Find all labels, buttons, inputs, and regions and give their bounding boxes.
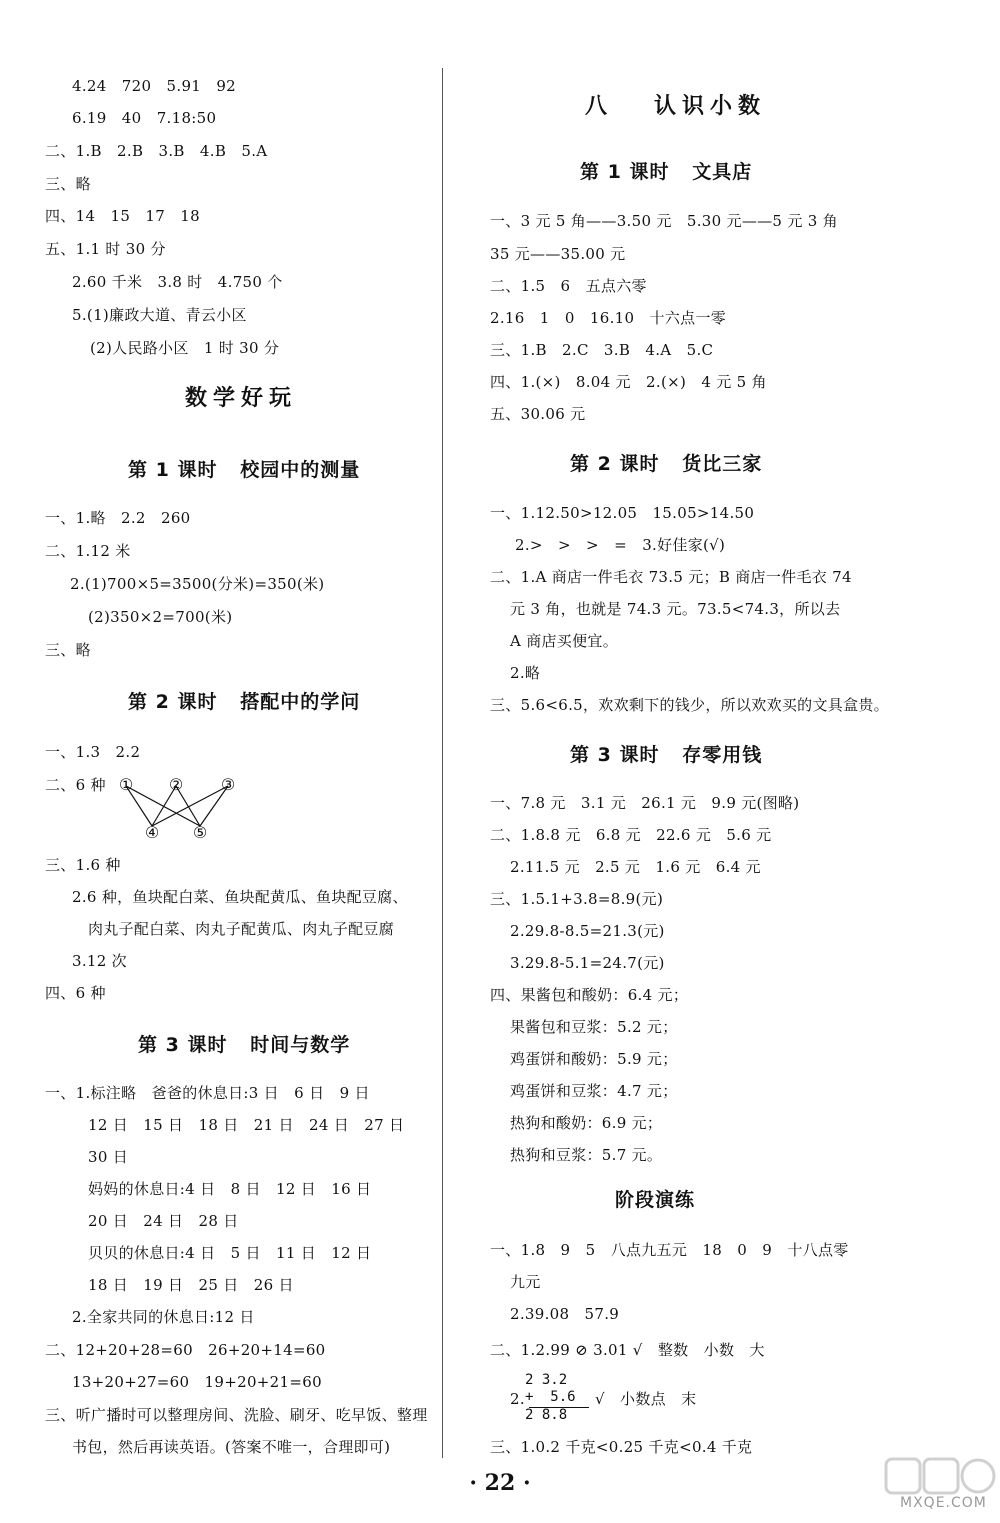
answer-line: 果酱包和豆浆：5.2 元； — [510, 1018, 678, 1036]
answer-line: 20 日 24 日 28 日 — [88, 1212, 239, 1230]
answer-line: 三、略 — [45, 641, 91, 659]
answer-line: 一、3 元 5 角——3.50 元 5.30 元——5 元 3 角 — [490, 212, 838, 230]
answer-line: 五、30.06 元 — [490, 405, 586, 423]
answer-line: 6.19 40 7.18:50 — [72, 109, 217, 127]
answer-line: 2.全家共同的休息日:12 日 — [72, 1308, 255, 1326]
vertical-calc-prefix: 2. — [510, 1390, 525, 1408]
answer-line: A 商店买便宜。 — [510, 632, 619, 650]
answer-line: 四、果酱包和酸奶：6.4 元； — [490, 986, 689, 1004]
answer-line: 三、略 — [45, 175, 91, 193]
answer-line: 2.29.8-8.5=21.3(元) — [510, 922, 665, 940]
chapter-title: 八 认识小数 — [585, 93, 766, 119]
diagram-node-4: ④ — [144, 823, 160, 842]
vertical-calc-row2: + 5.6 — [525, 1389, 576, 1405]
answer-line: 2.11.5 元 2.5 元 1.6 元 6.4 元 — [510, 858, 761, 876]
answer-line: 18 日 19 日 25 日 26 日 — [88, 1276, 294, 1294]
answer-line: 鸡蛋饼和酸奶：5.9 元； — [510, 1050, 678, 1068]
lesson-title: 第 1 课时 文具店 — [580, 161, 753, 183]
answer-line: 四、14 15 17 18 — [45, 207, 200, 225]
answer-line: 2.> > > = 3.好佳家(√) — [515, 536, 726, 554]
answer-line: 2.6 种，鱼块配白菜、鱼块配黄瓜、鱼块配豆腐、 — [72, 888, 408, 906]
answer-line: 2.60 千米 3.8 时 4.750 个 — [72, 273, 283, 291]
watermark-logo-icon — [880, 1455, 1000, 1523]
answer-line: 35 元——35.00 元 — [490, 245, 626, 263]
answer-line: 三、听广播时可以整理房间、洗脸、刷牙、吃早饭、整理 — [45, 1406, 428, 1424]
lesson-title: 第 2 课时 搭配中的学问 — [128, 691, 361, 713]
answer-line: 三、1.B 2.C 3.B 4.A 5.C — [490, 341, 714, 359]
answer-line: 一、1.12.50>12.05 15.05>14.50 — [490, 504, 755, 522]
answer-line: 二、1.2.99 ⊘ 3.01 √ 整数 小数 大 — [490, 1341, 765, 1359]
answer-line: 一、1.3 2.2 — [45, 743, 141, 761]
answer-line: 一、1.略 2.2 260 — [45, 509, 191, 527]
answer-line: 三、5.6<6.5，欢欢剩下的钱少，所以欢欢买的文具盒贵。 — [490, 696, 889, 714]
lesson-title: 第 2 课时 货比三家 — [570, 453, 763, 475]
answer-line: 2.(1)700×5=3500(分米)=350(米) — [70, 575, 325, 593]
answer-line: 贝贝的休息日:4 日 5 日 11 日 12 日 — [88, 1244, 372, 1262]
diagram-node-2: ② — [168, 775, 184, 794]
lesson-title: 第 3 课时 存零用钱 — [570, 744, 763, 766]
answer-line: (2)人民路小区 1 时 30 分 — [90, 339, 280, 357]
answer-line: (2)350×2=700(米) — [88, 608, 233, 626]
lesson-title: 阶段演练 — [615, 1189, 696, 1211]
lesson-title: 第 1 课时 校园中的测量 — [128, 459, 361, 481]
answer-line: 三、1.5.1+3.8=8.9(元) — [490, 890, 664, 908]
answer-line: 二、1.8.8 元 6.8 元 22.6 元 5.6 元 — [490, 826, 772, 844]
answer-line: 热狗和豆浆：5.7 元。 — [510, 1146, 663, 1164]
answer-line: 一、7.8 元 3.1 元 26.1 元 9.9 元(图略) — [490, 794, 800, 812]
answer-line: 3.29.8-5.1=24.7(元) — [510, 954, 665, 972]
answer-line: 热狗和酸奶：6.9 元； — [510, 1114, 663, 1132]
answer-line: 一、1.8 9 5 八点九五元 18 0 9 十八点零 — [490, 1241, 849, 1259]
answer-line: 三、1.6 种 — [45, 856, 121, 874]
answer-line: 4.24 720 5.91 92 — [72, 77, 237, 95]
answer-line: √ 小数点 末 — [595, 1390, 697, 1408]
answer-line: 3.12 次 — [72, 952, 127, 970]
answer-line: 元 3 角，也就是 74.3 元。73.5<74.3，所以去 — [510, 600, 841, 618]
vertical-calc-row1: 2 3.2 — [525, 1372, 568, 1388]
answer-line: 一、1.标注略 爸爸的休息日:3 日 6 日 9 日 — [45, 1084, 370, 1102]
diagram-node-3: ③ — [220, 775, 236, 794]
answer-line: 二、6 种 — [45, 776, 106, 794]
pairing-diagram — [112, 770, 242, 842]
answer-line: 二、1.B 2.B 3.B 4.B 5.A — [45, 142, 268, 160]
answer-line: 二、1.12 米 — [45, 542, 131, 560]
answer-line: 30 日 — [88, 1148, 129, 1166]
answer-line: 12 日 15 日 18 日 21 日 24 日 27 日 — [88, 1116, 405, 1134]
answer-line: 二、12+20+28=60 26+20+14=60 — [45, 1341, 326, 1359]
chapter-title: 数学好玩 — [185, 385, 298, 411]
answer-line: 妈妈的休息日:4 日 8 日 12 日 16 日 — [88, 1180, 372, 1198]
diagram-node-1: ① — [118, 775, 134, 794]
answer-line: 二、1.5 6 五点六零 — [490, 277, 647, 295]
answer-line: 5.(1)廉政大道、青云小区 — [72, 306, 247, 324]
answer-line: 13+20+27=60 19+20+21=60 — [72, 1373, 322, 1391]
column-divider — [442, 68, 443, 1458]
answer-line: 四、1.(×) 8.04 元 2.(×) 4 元 5 角 — [490, 373, 767, 391]
answer-line: 2.略 — [510, 664, 541, 682]
answer-line: 书包，然后再读英语。(答案不唯一，合理即可) — [72, 1438, 391, 1456]
watermark-text: MXQE.COM — [900, 1495, 987, 1511]
answer-line: 四、6 种 — [45, 984, 106, 1002]
answer-line: 2.39.08 57.9 — [510, 1305, 620, 1323]
lesson-title: 第 3 课时 时间与数学 — [138, 1034, 351, 1056]
answer-line: 九元 — [510, 1273, 541, 1291]
answer-line: 2.16 1 0 16.10 十六点一零 — [490, 309, 727, 327]
answer-line: 五、1.1 时 30 分 — [45, 240, 166, 258]
page-number: · 22 · — [469, 1470, 531, 1496]
diagram-node-5: ⑤ — [192, 823, 208, 842]
answer-line: 三、1.0.2 千克<0.25 千克<0.4 千克 — [490, 1438, 753, 1456]
vertical-calc-row3: 2 8.8 — [525, 1407, 568, 1423]
answer-line: 二、1.A 商店一件毛衣 73.5 元；B 商店一件毛衣 74 — [490, 568, 852, 586]
answer-line: 鸡蛋饼和豆浆：4.7 元； — [510, 1082, 678, 1100]
answer-line: 肉丸子配白菜、肉丸子配黄瓜、肉丸子配豆腐 — [88, 920, 395, 938]
